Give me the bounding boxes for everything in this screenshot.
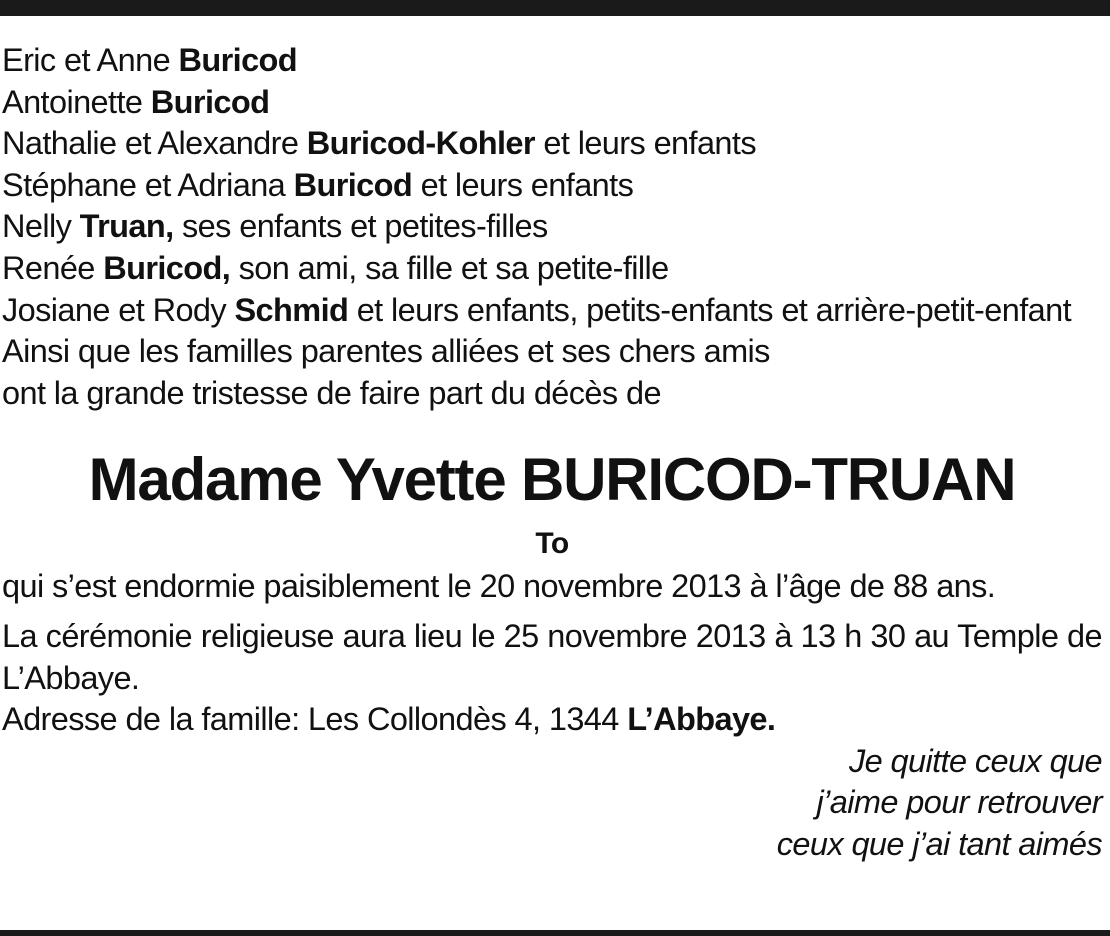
quote-line-3: ceux que j’ai tant aimés (776, 825, 1102, 862)
family-line-4: Stéphane et Adriana Buricod et leurs enfants (2, 166, 634, 203)
quote-line-1: Je quitte ceux que (849, 742, 1102, 779)
family-line-5: Nelly Truan, ses enfants et petites-filles (2, 208, 548, 245)
bottom-rule (0, 930, 1110, 936)
family-line-1: Eric et Anne Buricod (2, 42, 298, 78)
announcement-line-2: ont la grande tristesse de faire part du décès de (2, 374, 661, 411)
closing-quote (2, 741, 1102, 866)
deceased-name: Madame Yvette BURICOD-TRUAN (88, 446, 1016, 514)
family-line-3: Nathalie et Alexandre Buricod-Kohler et leurs enfants (2, 125, 756, 162)
obituary-notice (2, 40, 1102, 866)
top-rule (0, 0, 1110, 16)
family-line-6: Renée Buricod, son ami, sa fille et sa petite-fille (2, 249, 669, 286)
ceremony-text: La cérémonie religieuse aura lieu le 25 novembre 2013 à 13 h 30 au Temple de L’Abbaye. (2, 617, 1102, 696)
family-address: Adresse de la famille: Les Collondès 4, 1344 L’Abbaye. (2, 701, 776, 738)
family-line-2: Antoinette Buricod (2, 83, 270, 120)
passing-text: qui s’est endormie paisiblement le 20 novembre 2013 à l’âge de 88 ans. (2, 568, 996, 605)
announcement-line-1: Ainsi que les familles parentes alliées et ses chers amis (2, 333, 770, 370)
family-line-7: Josiane et Rody Schmid et leurs enfants, petits-enfants et arrière-petit-enfant (2, 291, 1072, 328)
quote-line-2: j’aime pour retrouver (816, 784, 1102, 821)
deceased-nickname: To (535, 527, 569, 561)
